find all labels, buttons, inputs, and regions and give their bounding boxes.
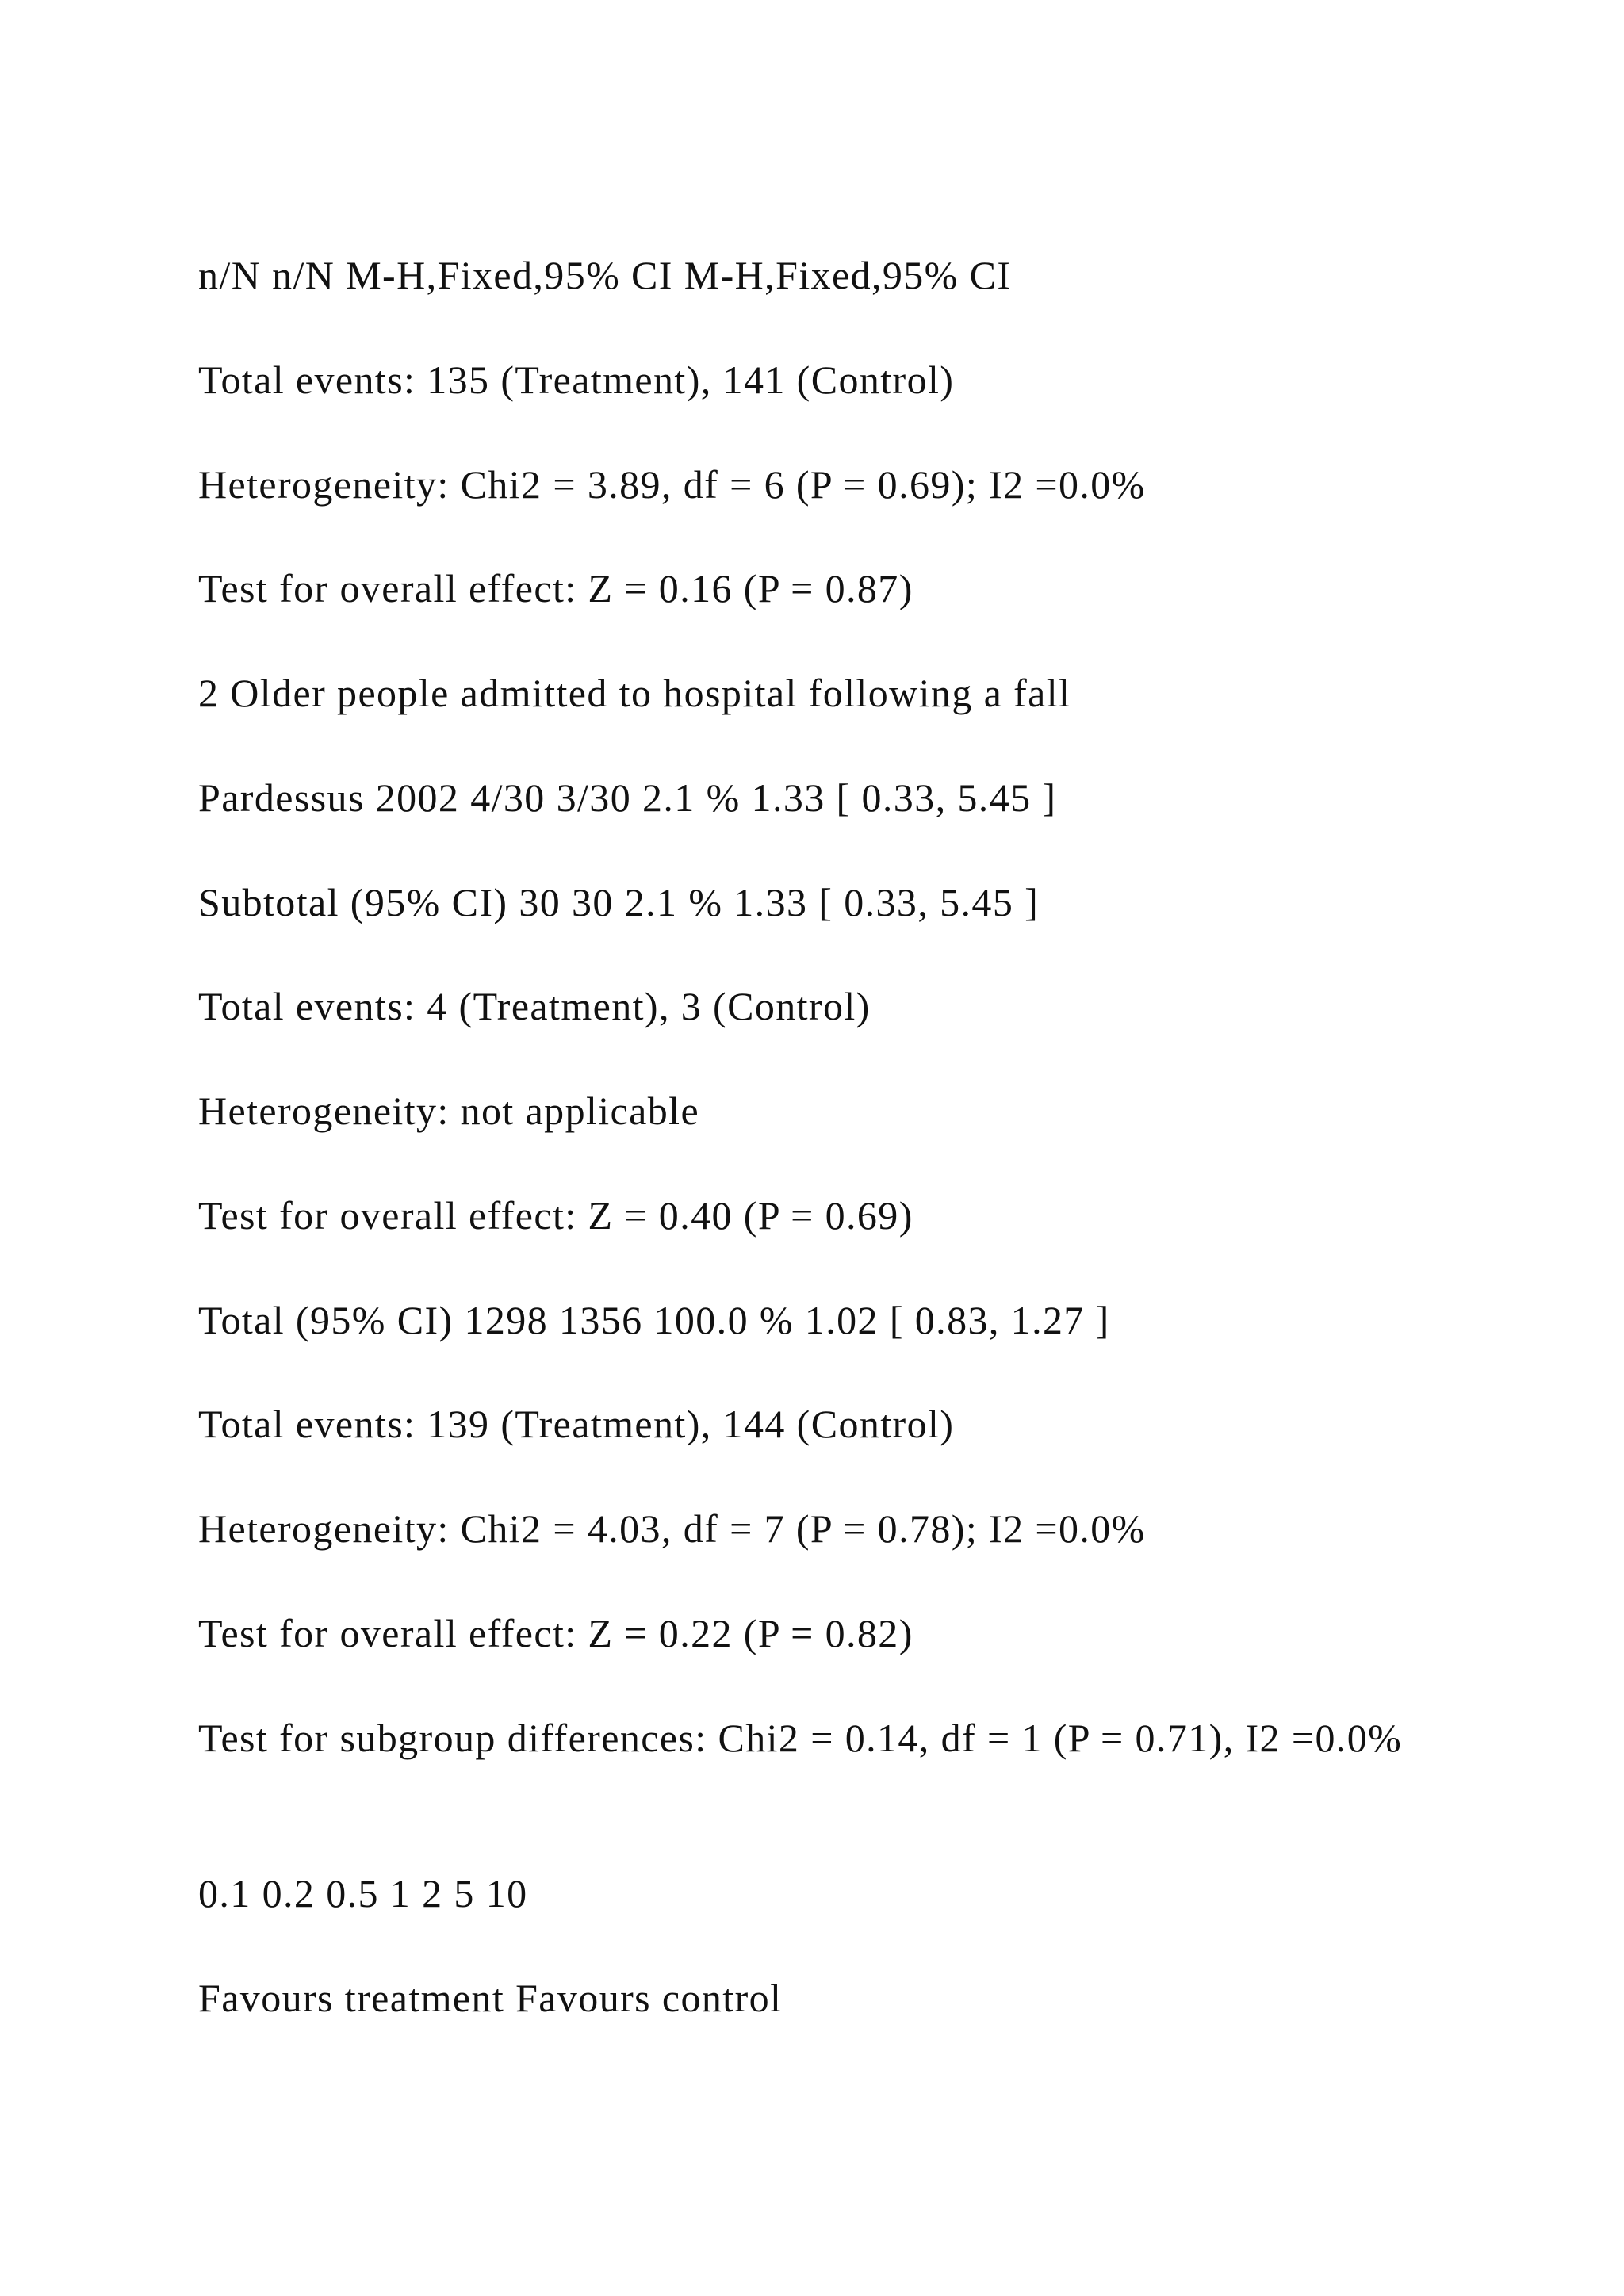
favours-labels-line: Favours treatment Favours control: [198, 1976, 783, 2020]
total-events-line: Total events: 4 (Treatment), 3 (Control): [198, 984, 871, 1028]
total-events-line: Total events: 139 (Treatment), 144 (Control): [198, 1402, 955, 1446]
overall-effect-line: Test for overall effect: Z = 0.40 (P = 0.69): [198, 1193, 914, 1238]
total-line: Total (95% CI) 1298 1356 100.0 % 1.02 [ 0.83, 1.27 ]: [198, 1298, 1110, 1342]
subtotal-line: Subtotal (95% CI) 30 30 2.1 % 1.33 [ 0.33, 5.45 ]: [198, 880, 1040, 924]
heterogeneity-line: Heterogeneity: not applicable: [198, 1089, 700, 1133]
column-header-line: n/N n/N M-H,Fixed,95% CI M-H,Fixed,95% CI: [198, 253, 1012, 297]
heterogeneity-line: Heterogeneity: Chi2 = 4.03, df = 7 (P = 0.78); I2 =0.0%: [198, 1506, 1146, 1551]
subgroup-differences-line: Test for subgroup differences: Chi2 = 0.14, df = 1 (P = 0.71), I2 =0.0%: [198, 1716, 1403, 1760]
subgroup-heading: 2 Older people admitted to hospital following a fall: [198, 671, 1071, 715]
overall-effect-line: Test for overall effect: Z = 0.16 (P = 0.87): [198, 566, 914, 610]
heterogeneity-line: Heterogeneity: Chi2 = 3.89, df = 6 (P = 0.69); I2 =0.0%: [198, 462, 1146, 507]
total-events-line: Total events: 135 (Treatment), 141 (Control): [198, 358, 955, 402]
overall-effect-line: Test for overall effect: Z = 0.22 (P = 0.82): [198, 1611, 914, 1655]
scale-labels-line: 0.1 0.2 0.5 1 2 5 10: [198, 1871, 528, 1915]
study-row: Pardessus 2002 4/30 3/30 2.1 % 1.33 [ 0.33, 5.45 ]: [198, 775, 1057, 820]
